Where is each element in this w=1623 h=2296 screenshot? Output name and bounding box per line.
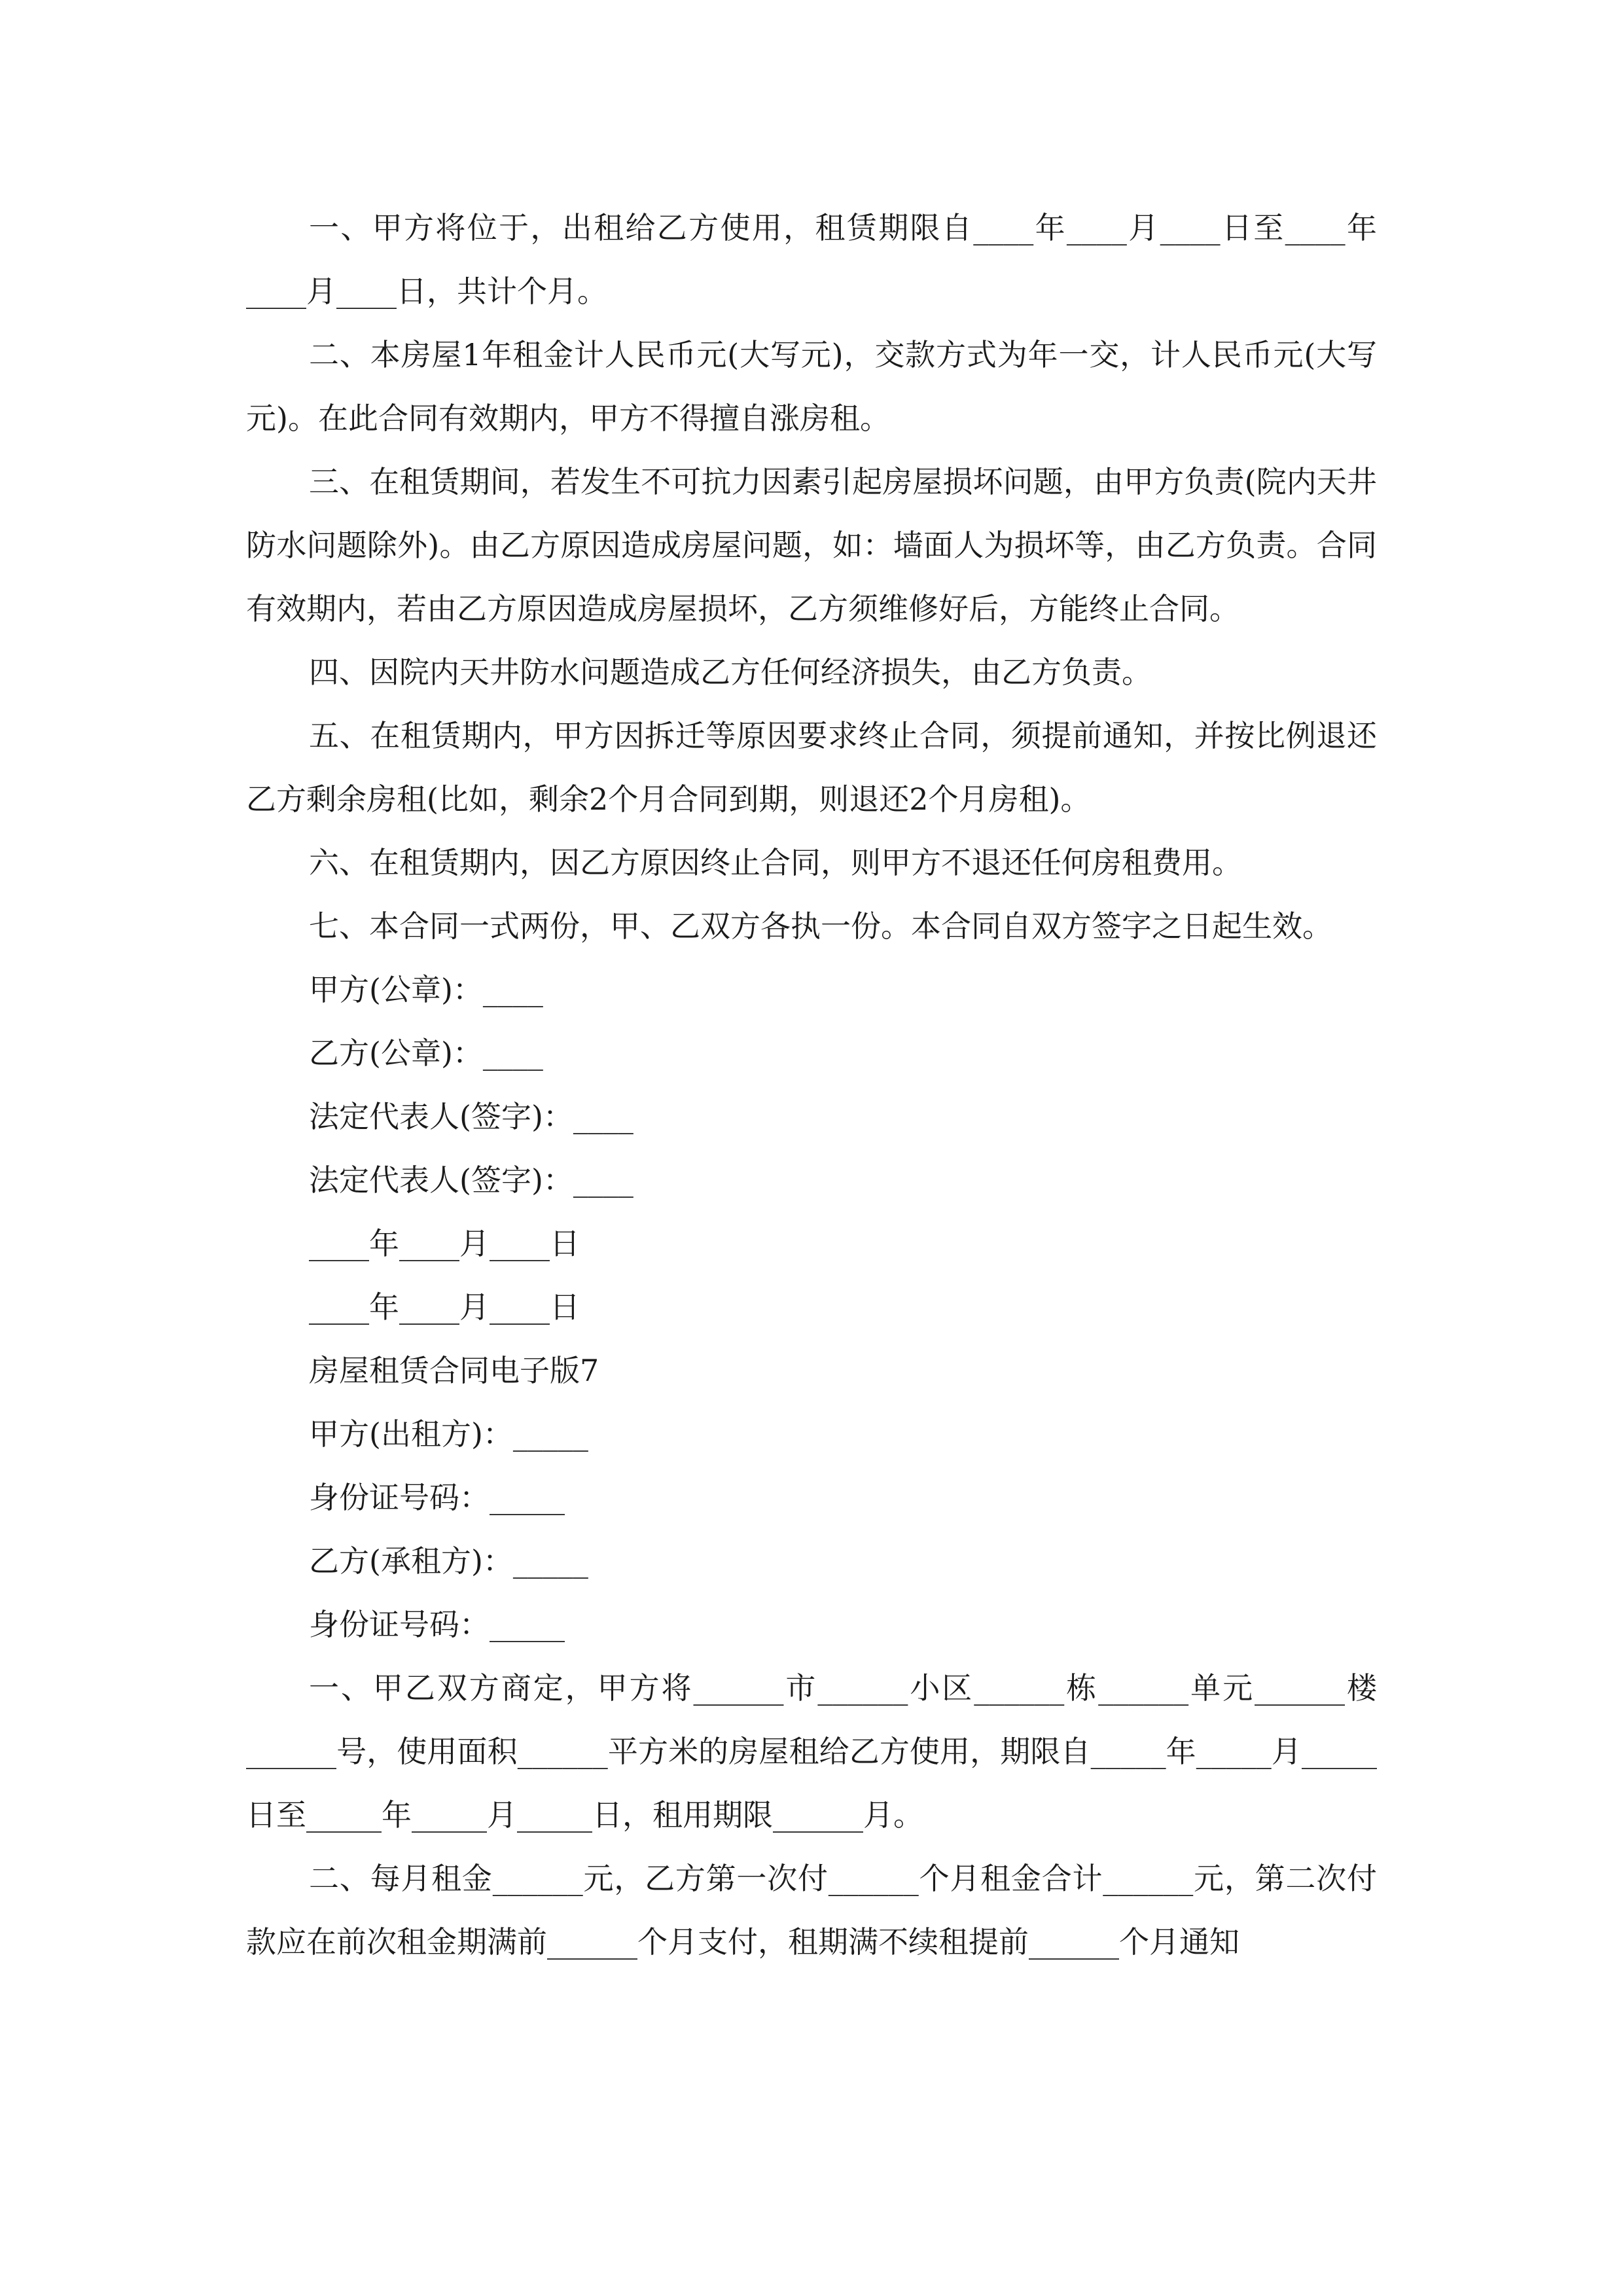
legal-rep-signature-line: 法定代表人(签字)：____ bbox=[309, 1099, 633, 1134]
date-line: ____年____月____日 bbox=[309, 1226, 580, 1261]
term-clause-1: 一、甲乙双方商定，甲方将______市______小区______栋______单元______楼______号，使用面积______平方米的房屋租给乙方使用，期限自_____年_____月_____日至_____年_____月_____日，租用期限______月。 bbox=[246, 1670, 1377, 1833]
tenant-id-line: 身份证号码：_____ bbox=[309, 1607, 565, 1642]
clause-6: 六、在租赁期内，因乙方原因终止合同，则甲方不退还任何房租费用。 bbox=[309, 845, 1242, 880]
clause-5: 五、在租赁期内，甲方因拆迁等原因要求终止合同，须提前通知，并按比例退还乙方剩余房租(比如，剩余2个月合同到期，则退还2个月房租)。 bbox=[246, 718, 1377, 817]
clause-7: 七、本合同一式两份，甲、乙双方各执一份。本合同自双方签字之日起生效。 bbox=[309, 908, 1332, 944]
clause-4: 四、因院内天井防水问题造成乙方任何经济损失，由乙方负责。 bbox=[309, 655, 1152, 690]
landlord-line: 甲方(出租方)：_____ bbox=[309, 1416, 588, 1452]
party-b-seal-line: 乙方(公章)：____ bbox=[309, 1035, 543, 1071]
landlord-id-line: 身份证号码：_____ bbox=[309, 1480, 565, 1515]
legal-rep-signature-line: 法定代表人(签字)：____ bbox=[309, 1162, 633, 1198]
clause-3: 三、在租赁期间，若发生不可抗力因素引起房屋损坏问题，由甲方负责(院内天井防水问题除外)。由乙方原因造成房屋问题，如：墙面人为损坏等，由乙方负责。合同有效期内，若由乙方原因造成房屋损坏，乙方须维修好后，方能终止合同。 bbox=[246, 464, 1377, 626]
term-clause-2: 二、每月租金______元，乙方第一次付______个月租金合计______元，第二次付款应在前次租金期满前______个月支付，租期满不续租提前______个月通知 bbox=[246, 1861, 1377, 1960]
clause-1: 一、甲方将位于，出租给乙方使用，租赁期限自____年____月____日至____年____月____日，共计个月。 bbox=[246, 210, 1378, 309]
document-body bbox=[246, 196, 1377, 1974]
party-a-seal-line: 甲方(公章)：____ bbox=[309, 972, 543, 1007]
date-line: ____年____月____日 bbox=[309, 1289, 580, 1325]
tenant-line: 乙方(承租方)：_____ bbox=[309, 1543, 588, 1579]
clause-2: 二、本房屋1年租金计人民币元(大写元)，交款方式为年一交，计人民币元(大写元)。在此合同有效期内，甲方不得擅自涨房租。 bbox=[246, 337, 1377, 436]
contract-section-title: 房屋租赁合同电子版7 bbox=[309, 1353, 599, 1388]
